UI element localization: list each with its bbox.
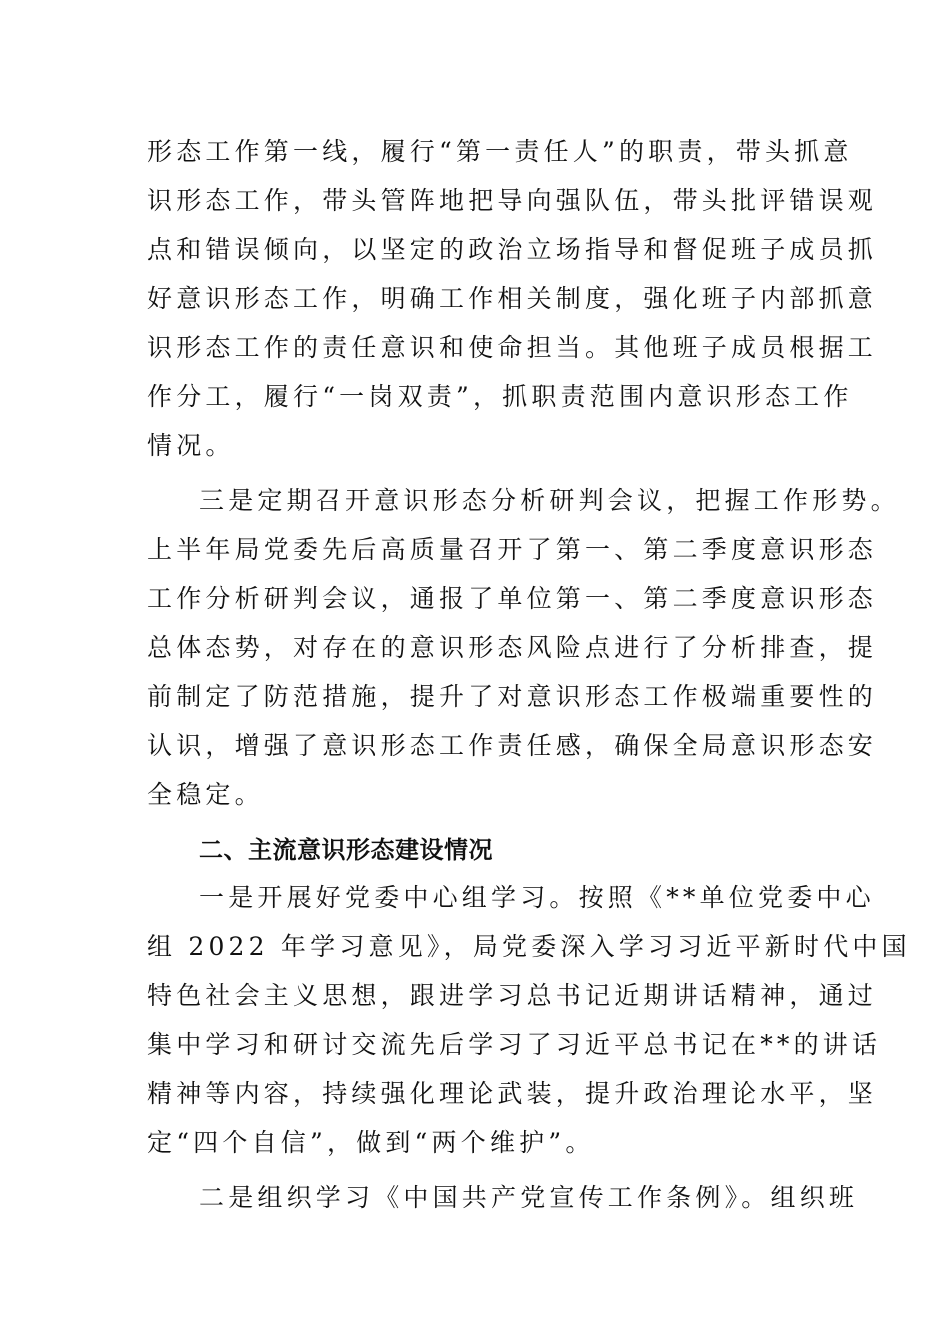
paragraph-first-line: 二是组织学习《中国共产党宣传工作条例》。组织班 xyxy=(199,1183,859,1212)
paragraph-line: 点和错误倾向，以坚定的政治立场指导和督促班子成员抓 xyxy=(147,235,878,264)
paragraph-line: 认识，增强了意识形态工作责任感，确保全局意识形态安 xyxy=(147,731,878,760)
section-heading: 二、主流意识形态建设情况 xyxy=(199,836,493,864)
paragraph-line: 总体态势，对存在的意识形态风险点进行了分析排查，提 xyxy=(147,633,878,662)
paragraph-line: 组 2022 年学习意见》，局党委深入学习习近平新时代中国 xyxy=(147,932,911,961)
paragraph-line: 形态工作第一线，履行“第一责任人”的职责，带头抓意 xyxy=(147,137,853,166)
paragraph-line: 上半年局党委先后高质量召开了第一、第二季度意识形态 xyxy=(147,535,878,564)
paragraph-line: 集中学习和研讨交流先后学习了习近平总书记在**的讲话 xyxy=(147,1030,882,1059)
paragraph-line: 好意识形态工作，明确工作相关制度，强化班子内部抓意 xyxy=(147,284,878,313)
paragraph-line: 全稳定。 xyxy=(147,780,264,809)
paragraph-first-line: 三是定期召开意识形态分析研判会议，把握工作形势。 xyxy=(199,486,900,515)
paragraph-line: 作分工，履行“一岗双责”，抓职责范围内意识形态工作 xyxy=(147,382,853,411)
paragraph-line: 前制定了防范措施，提升了对意识形态工作极端重要性的 xyxy=(147,682,878,711)
paragraph-first-line: 一是开展好党委中心组学习。按照《**单位党委中心 xyxy=(199,883,875,912)
paragraph-line: 情况。 xyxy=(147,431,235,460)
paragraph-line: 识形态工作，带头管阵地把导向强队伍，带头批评错误观 xyxy=(147,186,878,215)
paragraph-line: 精神等内容，持续强化理论武装，提升政治理论水平，坚 xyxy=(147,1079,878,1108)
paragraph-line: 识形态工作的责任意识和使命担当。其他班子成员根据工 xyxy=(147,333,878,362)
paragraph-line: 工作分析研判会议，通报了单位第一、第二季度意识形态 xyxy=(147,584,878,613)
paragraph-line: 特色社会主义思想，跟进学习总书记近期讲话精神，通过 xyxy=(147,981,878,1010)
paragraph-line: 定“四个自信”，做到“两个维护”。 xyxy=(147,1128,595,1157)
